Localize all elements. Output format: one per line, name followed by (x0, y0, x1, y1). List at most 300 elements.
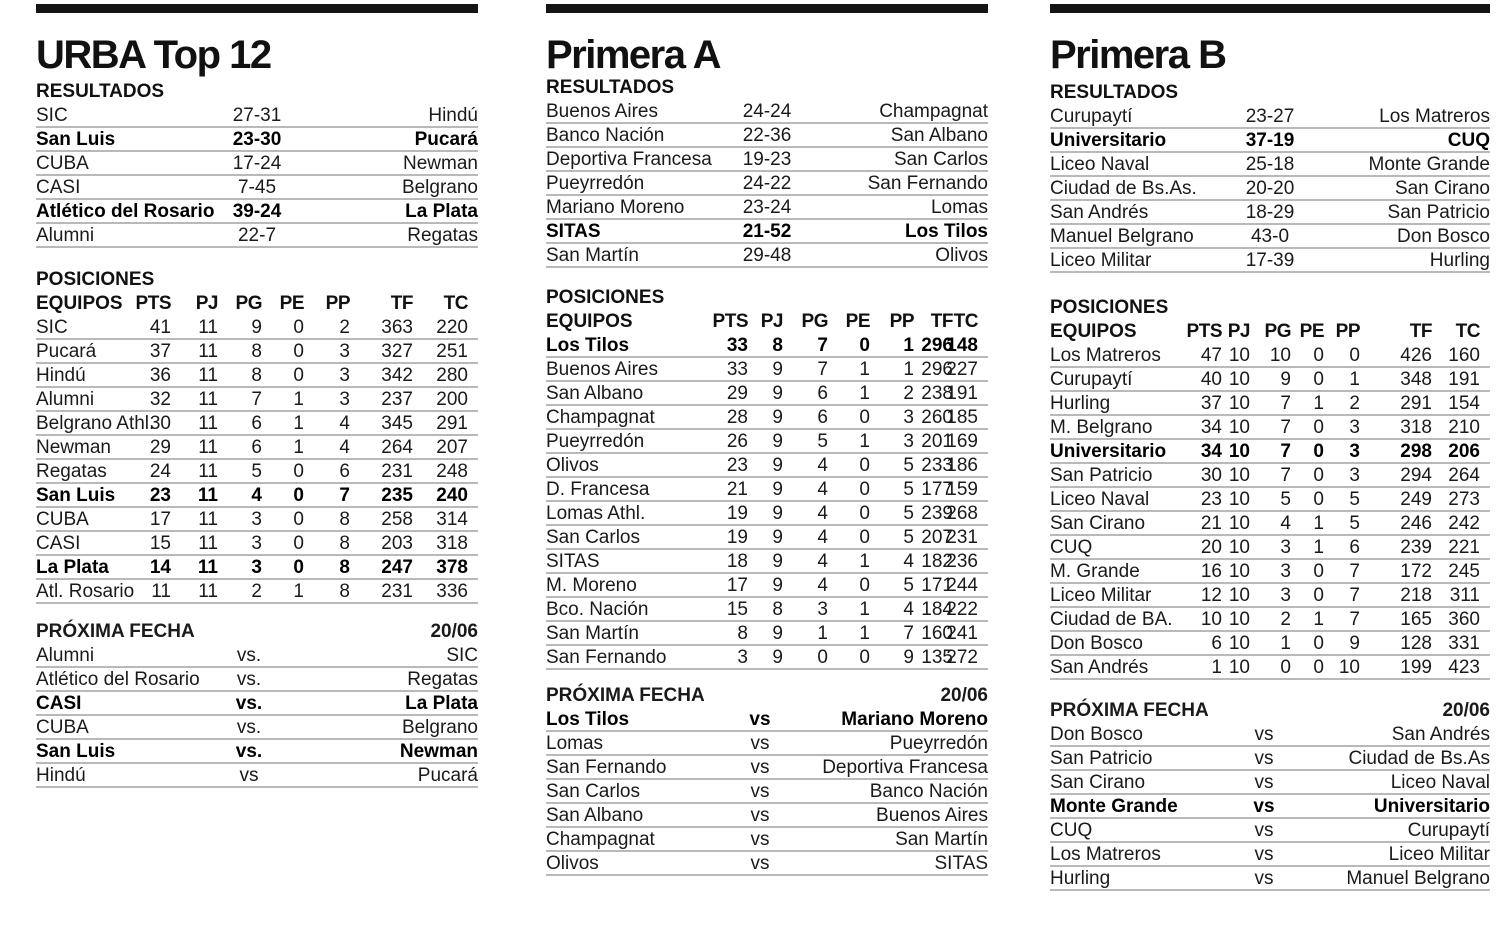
stat-tf: 165 (1400, 609, 1432, 630)
stat-tc: 185 (946, 407, 978, 428)
standings-row (36, 556, 478, 580)
stat-pts: 26 (726, 431, 748, 452)
stat-pj: 11 (197, 557, 218, 578)
standings-row (36, 340, 478, 364)
stat-pp: 7 (1349, 585, 1360, 606)
stat-pg: 7 (817, 359, 828, 380)
fixture-row (1050, 867, 1490, 891)
team-name: CUQ (1050, 537, 1093, 558)
standings-block (1050, 296, 1490, 680)
stat-tf: 239 (1400, 537, 1432, 558)
result-row (546, 220, 988, 244)
match-score: 17-39 (1245, 250, 1295, 271)
stat-pj: 9 (772, 575, 783, 596)
away-team: Deportiva Francesa (822, 757, 988, 778)
stat-pj: 10 (1228, 441, 1250, 462)
stat-pp: 8 (339, 581, 350, 602)
stat-tc: 148 (946, 335, 978, 356)
stat-tf: 203 (381, 533, 413, 554)
stat-tf: 260 (921, 407, 953, 428)
standings-row (1050, 584, 1490, 608)
stat-tc: 423 (1448, 657, 1480, 678)
versus-label: vs (1253, 796, 1275, 817)
stat-pe: 0 (859, 479, 870, 500)
stat-pp: 3 (339, 365, 350, 386)
team-name: Lomas Athl. (546, 503, 646, 524)
stat-pp: 5 (903, 455, 914, 476)
team-name: San Patricio (1050, 465, 1153, 486)
standings-row (1050, 608, 1490, 632)
stat-pg: 3 (251, 509, 262, 530)
results-block (1050, 81, 1490, 273)
stat-pp: 7 (339, 485, 350, 506)
stat-tc: 314 (436, 509, 468, 530)
stat-tf: 258 (381, 509, 413, 530)
home-team: CASI (36, 177, 81, 198)
stat-pts: 28 (726, 407, 748, 428)
stat-tc: 360 (1448, 609, 1480, 630)
next-fixtures-block (546, 684, 988, 876)
team-name: San Luis (36, 485, 116, 506)
stat-pe: 0 (859, 455, 870, 476)
fixture-row (546, 732, 988, 756)
home-team: CASI (36, 693, 82, 714)
stat-pp: 3 (903, 431, 914, 452)
stat-tf: 207 (921, 527, 953, 548)
stat-pj: 9 (772, 503, 783, 524)
home-team: Olivos (546, 853, 599, 874)
stat-pp: 5 (903, 575, 914, 596)
standings-row (36, 532, 478, 556)
stat-tf: 348 (1400, 369, 1432, 390)
stat-pe: 1 (1313, 537, 1324, 558)
versus-label: vs (750, 829, 770, 850)
results-block (36, 80, 478, 248)
stat-pg: 2 (251, 581, 262, 602)
fixture-row (546, 804, 988, 828)
team-name: Los Matreros (1050, 345, 1161, 366)
stat-pg: 3 (1280, 537, 1291, 558)
team-name: Olivos (546, 455, 599, 476)
stat-tc: 318 (436, 533, 468, 554)
stat-pg: 5 (817, 431, 828, 452)
away-team: San Martín (895, 829, 988, 850)
stat-pts: 12 (1200, 585, 1222, 606)
stat-pe: 0 (293, 533, 304, 554)
result-row (1050, 177, 1490, 201)
stat-pts: 16 (1200, 561, 1222, 582)
home-team: Mariano Moreno (546, 197, 685, 218)
stat-pts: 32 (149, 389, 171, 410)
stat-pg: 3 (817, 599, 828, 620)
stat-tf: 296 (921, 335, 953, 356)
match-score: 25-18 (1245, 154, 1295, 175)
stat-tc: 220 (436, 317, 468, 338)
result-row (36, 152, 478, 176)
versus-label: vs. (236, 669, 262, 690)
team-name: San Cirano (1050, 513, 1146, 534)
header-tc: TC (443, 293, 468, 314)
stat-pts: 34 (1200, 441, 1222, 462)
next-date: 20/06 (1442, 700, 1490, 721)
stat-pts: 41 (149, 317, 171, 338)
standings-row (1050, 512, 1490, 536)
stat-pp: 1 (903, 335, 914, 356)
stat-tc: 244 (946, 575, 978, 596)
stat-pg: 2 (1280, 609, 1291, 630)
stat-pj: 10 (1228, 369, 1250, 390)
versus-label: vs (1254, 820, 1274, 841)
stat-tf: 363 (381, 317, 413, 338)
stat-tf: 345 (381, 413, 413, 434)
away-team: Los Matreros (1379, 106, 1490, 127)
stat-pj: 11 (197, 485, 218, 506)
stat-pe: 1 (293, 389, 304, 410)
home-team: Hindú (36, 765, 86, 786)
home-team: CUBA (36, 717, 89, 738)
versus-label: vs. (236, 717, 262, 738)
result-row (1050, 153, 1490, 177)
stat-pp: 4 (339, 437, 350, 458)
header-tf: TF (1409, 321, 1432, 342)
home-team: Monte Grande (1050, 796, 1178, 817)
stat-pp: 9 (903, 647, 914, 668)
home-team: Universitario (1050, 130, 1167, 151)
stat-pp: 4 (903, 599, 914, 620)
stat-pe: 1 (859, 623, 870, 644)
stat-pe: 0 (859, 527, 870, 548)
standings-row (546, 574, 988, 598)
stat-pts: 1 (1211, 657, 1222, 678)
match-score: 22-36 (742, 125, 792, 146)
home-team: Alumni (36, 645, 95, 666)
stat-pts: 33 (726, 359, 748, 380)
fixture-row (1050, 747, 1490, 771)
stat-tf: 246 (1400, 513, 1432, 534)
stat-pts: 37 (1200, 393, 1222, 414)
stat-tc: 160 (1448, 345, 1480, 366)
fixture-row (36, 668, 478, 692)
stat-pj: 10 (1228, 345, 1250, 366)
stat-tf: 264 (381, 437, 413, 458)
match-score: 23-27 (1245, 106, 1295, 127)
stat-pg: 0 (1280, 657, 1291, 678)
stat-pe: 0 (859, 335, 870, 356)
versus-label: vs (749, 709, 771, 730)
home-team: San Luis (36, 741, 116, 762)
stat-pj: 9 (772, 647, 783, 668)
stat-pe: 0 (293, 365, 304, 386)
header-pp: PP (1335, 321, 1360, 342)
stat-pts: 15 (726, 599, 748, 620)
stat-tc: 291 (436, 413, 468, 434)
stat-pp: 2 (339, 317, 350, 338)
stat-pg: 3 (1280, 585, 1291, 606)
stat-pts: 30 (1200, 465, 1222, 486)
stat-pts: 47 (1200, 345, 1222, 366)
home-team: Liceo Naval (1050, 154, 1150, 175)
stat-pp: 3 (339, 389, 350, 410)
stat-pp: 3 (1349, 441, 1360, 462)
stat-tc: 272 (946, 647, 978, 668)
versus-label: vs (1254, 724, 1274, 745)
match-score: 20-20 (1245, 178, 1295, 199)
home-team: Lomas (546, 733, 604, 754)
fixture-row (1050, 723, 1490, 747)
result-row (36, 104, 478, 128)
team-name: Pueyrredón (546, 431, 645, 452)
home-team: Liceo Militar (1050, 250, 1152, 271)
stat-pe: 0 (1313, 585, 1324, 606)
away-team: La Plata (405, 693, 478, 714)
home-team: San Carlos (546, 781, 640, 802)
stat-pp: 5 (1349, 489, 1360, 510)
team-name: Buenos Aires (546, 359, 658, 380)
stat-tf: 184 (921, 599, 953, 620)
stat-tf: 172 (1400, 561, 1432, 582)
stat-pe: 0 (1313, 369, 1324, 390)
stat-tc: 245 (1448, 561, 1480, 582)
standings-row (546, 526, 988, 550)
next-fixtures-heading (546, 684, 988, 708)
stat-tc: 159 (946, 479, 978, 500)
section-title: URBA Top 12 (36, 33, 271, 77)
home-team: San Andrés (1050, 202, 1149, 223)
versus-label: vs (1254, 868, 1274, 889)
next-label: PRÓXIMA FECHA (546, 685, 705, 706)
stat-pj: 10 (1228, 465, 1250, 486)
stat-pe: 1 (293, 413, 304, 434)
result-row (36, 224, 478, 248)
versus-label: vs (750, 805, 770, 826)
standings-row (1050, 656, 1490, 680)
stat-tc: 280 (436, 365, 468, 386)
stat-pe: 0 (293, 485, 304, 506)
stat-tf: 291 (1400, 393, 1432, 414)
stat-pj: 8 (772, 599, 783, 620)
home-team: Curupaytí (1050, 106, 1133, 127)
match-score: 21-52 (742, 221, 792, 242)
stat-pp: 1 (1349, 369, 1360, 390)
versus-label: vs. (236, 645, 262, 666)
fixture-row (36, 644, 478, 668)
header-equipos: EQUIPOS (1050, 321, 1137, 342)
team-name: SIC (36, 317, 68, 338)
team-name: Champagnat (546, 407, 655, 428)
stat-tf: 296 (921, 359, 953, 380)
fixture-row (36, 740, 478, 764)
stat-tf: 160 (921, 623, 953, 644)
stat-tc: 248 (436, 461, 468, 482)
stat-pts: 23 (726, 455, 748, 476)
stat-pts: 17 (726, 575, 748, 596)
column-urba-top12 (36, 0, 478, 786)
stat-pe: 0 (1313, 633, 1324, 654)
result-row (546, 172, 988, 196)
header-pp: PP (325, 293, 350, 314)
stat-pg: 9 (1280, 369, 1291, 390)
stat-pj: 9 (772, 479, 783, 500)
team-name: Belgrano Athl. (36, 413, 155, 434)
stat-pj: 9 (772, 431, 783, 452)
header-pg: PG (1264, 321, 1291, 342)
stat-tc: 221 (1448, 537, 1480, 558)
stat-pp: 1 (903, 359, 914, 380)
standings-block (546, 286, 988, 670)
standings-row (36, 412, 478, 436)
team-name: CUBA (36, 509, 89, 530)
away-team: Regatas (407, 669, 478, 690)
stat-tf: 201 (921, 431, 953, 452)
stat-pe: 0 (293, 317, 304, 338)
stat-pj: 9 (772, 383, 783, 404)
stat-pe: 0 (293, 341, 304, 362)
team-name: Alumni (36, 389, 95, 410)
stat-pp: 3 (1349, 417, 1360, 438)
standings-row (36, 484, 478, 508)
away-team: Lomas (930, 197, 988, 218)
stat-pg: 4 (1280, 513, 1291, 534)
stat-pts: 19 (726, 503, 748, 524)
home-team: Champagnat (546, 829, 655, 850)
stat-tc: 227 (946, 359, 978, 380)
header-tf: TF (930, 311, 953, 332)
home-team: Atlético del Rosario (36, 201, 215, 222)
standings-row (1050, 560, 1490, 584)
team-name: Don Bosco (1050, 633, 1143, 654)
stat-pj: 11 (198, 413, 218, 434)
fixture-row (1050, 843, 1490, 867)
stat-pp: 5 (1349, 513, 1360, 534)
away-team: Ciudad de Bs.As (1348, 748, 1490, 769)
stat-pg: 4 (251, 485, 262, 506)
home-team: Atlético del Rosario (36, 669, 200, 690)
away-team: Hindú (428, 105, 478, 126)
stat-pg: 6 (817, 407, 828, 428)
stat-pg: 4 (817, 455, 828, 476)
results-heading: RESULTADOS (546, 77, 675, 98)
stat-pe: 0 (293, 461, 304, 482)
away-team: Hurling (1429, 250, 1490, 271)
header-tf: TF (390, 293, 413, 314)
standings-row (1050, 416, 1490, 440)
stat-pts: 19 (726, 527, 748, 548)
header-pj: PJ (1227, 321, 1250, 342)
stat-pj: 10 (1228, 417, 1250, 438)
standings-row (546, 430, 988, 454)
results-heading: RESULTADOS (36, 81, 165, 102)
stat-pts: 29 (726, 383, 748, 404)
stat-pg: 3 (251, 557, 262, 578)
stat-pe: 1 (859, 599, 870, 620)
stat-pp: 7 (903, 623, 914, 644)
stat-pts: 30 (149, 413, 171, 434)
results-block (546, 76, 988, 268)
home-team: San Martín (546, 245, 639, 266)
standings-row (1050, 344, 1490, 368)
match-score: 17-24 (232, 153, 282, 174)
stat-pe: 1 (859, 359, 870, 380)
stat-tc: 242 (1448, 513, 1480, 534)
standings-heading: POSICIONES (546, 287, 665, 308)
stat-pg: 4 (817, 479, 828, 500)
stat-pe: 1 (1313, 393, 1324, 414)
standings-header-row (1050, 320, 1490, 344)
versus-label: vs. (235, 693, 263, 714)
stat-pj: 11 (198, 533, 218, 554)
standings-row (1050, 464, 1490, 488)
standings-row (546, 358, 988, 382)
stat-pts: 11 (151, 581, 171, 602)
result-row (1050, 249, 1490, 273)
stat-pts: 14 (149, 557, 171, 578)
team-name: San Andrés (1050, 657, 1149, 678)
stat-pg: 7 (1280, 393, 1291, 414)
header-pj: PJ (760, 311, 783, 332)
stat-pe: 1 (1313, 513, 1324, 534)
stat-pts: 29 (149, 437, 171, 458)
home-team: San Fernando (546, 757, 667, 778)
team-name: San Carlos (546, 527, 640, 548)
stat-tf: 135 (921, 647, 953, 668)
header-pts: PTS (135, 293, 171, 314)
stat-tf: 177 (921, 479, 953, 500)
stat-pp: 9 (1349, 633, 1360, 654)
header-pp: PP (889, 311, 914, 332)
stat-pp: 8 (339, 533, 350, 554)
column-primera-a (546, 0, 988, 874)
stat-pg: 4 (817, 551, 828, 572)
header-pj: PJ (195, 293, 218, 314)
section-title: Primera A (546, 33, 720, 77)
stat-pts: 17 (149, 509, 171, 530)
match-score: 7-45 (237, 177, 277, 198)
stat-pp: 4 (339, 413, 350, 434)
stat-pts: 34 (1200, 417, 1222, 438)
stat-tc: 241 (946, 623, 978, 644)
stat-pp: 5 (903, 503, 914, 524)
stat-pp: 2 (1349, 393, 1360, 414)
stat-pp: 2 (903, 383, 914, 404)
stat-pe: 0 (1313, 441, 1324, 462)
team-name: San Albano (546, 383, 644, 404)
team-name: SITAS (546, 551, 600, 572)
versus-label: vs. (235, 741, 263, 762)
stat-pts: 15 (149, 533, 171, 554)
stat-pj: 11 (198, 317, 218, 338)
header-equipos: EQUIPOS (36, 293, 123, 314)
stat-pp: 0 (1349, 345, 1360, 366)
team-name: San Fernando (546, 647, 667, 668)
versus-label: vs (1254, 772, 1274, 793)
stat-pp: 7 (1349, 609, 1360, 630)
stat-tf: 294 (1400, 465, 1432, 486)
stat-tc: 264 (1448, 465, 1480, 486)
team-name: Regatas (36, 461, 107, 482)
fixture-row (1050, 795, 1490, 819)
result-row (1050, 201, 1490, 225)
versus-label: vs (750, 757, 770, 778)
team-name: Curupaytí (1050, 369, 1133, 390)
away-team: Newman (399, 741, 478, 762)
home-team: San Patricio (1050, 748, 1153, 769)
stat-tf: 237 (381, 389, 413, 410)
stat-pe: 1 (293, 437, 304, 458)
standings-row (546, 622, 988, 646)
match-score: 39-24 (232, 201, 282, 222)
next-date: 20/06 (430, 621, 478, 642)
next-fixtures-block (36, 620, 478, 788)
